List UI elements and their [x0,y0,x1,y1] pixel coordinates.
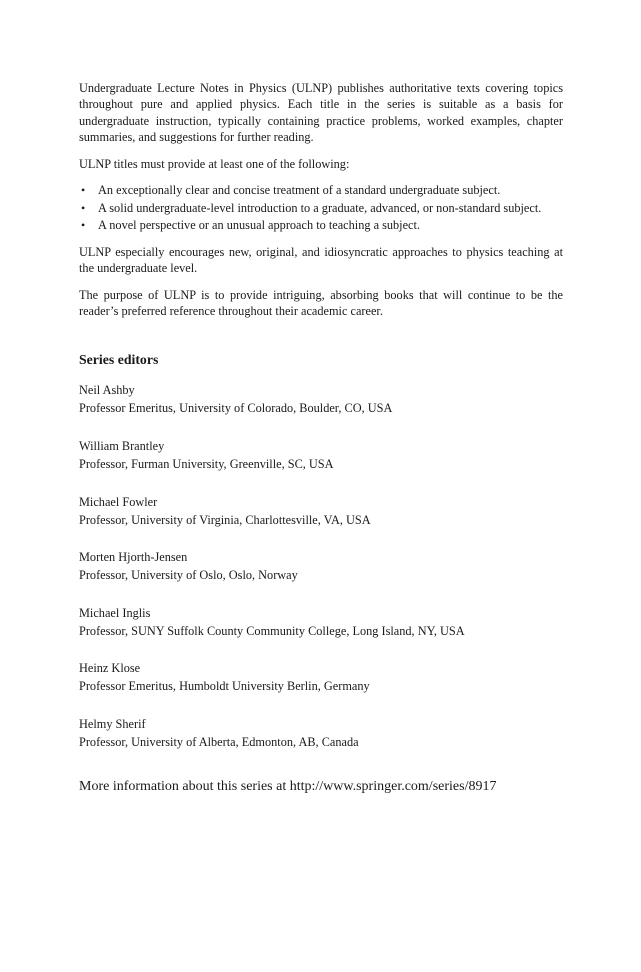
requirement-item [79,182,563,200]
editor-affiliation: Professor, University of Oslo, Oslo, Norway [79,568,298,583]
editor-name: Neil Ashby [79,383,135,398]
intro-paragraph-4: The purpose of ULNP is to provide intriguing, absorbing books that will continue to be the reader’s preferred reference throughout their academic career. [79,287,563,319]
editor-affiliation: Professor, SUNY Suffolk County Community College, Long Island, NY, USA [79,623,465,638]
intro-paragraph-2: ULNP titles must provide at least one of the following: [79,156,350,171]
editor-name: Michael Inglis [79,605,151,620]
editor-affiliation: Professor Emeritus, University of Colorado, Boulder, CO, USA [79,401,393,416]
requirement-text: A solid undergraduate-level introduction to a graduate, advanced, or non-standard subject. [98,200,542,215]
requirement-item [79,200,563,218]
requirement-text: An exceptionally clear and concise treatment of a standard undergraduate subject. [98,183,501,198]
editor-name: Morten Hjorth-Jensen [79,550,188,565]
editor-name: Michael Fowler [79,494,158,509]
editor-entry [79,437,563,473]
editor-name: Helmy Sherif [79,717,146,731]
requirement-item [79,217,563,235]
editor-entry [79,548,563,584]
requirement-text: A novel perspective or an unusual approach to teaching a subject. [98,218,421,233]
editor-name: William Brantley [79,439,165,454]
editor-entry [79,659,563,695]
editor-affiliation: Professor Emeritus, Humboldt University Berlin, Germany [79,679,370,694]
bullet-icon: • [81,218,86,233]
requirements-list [79,182,563,235]
editor-entry [79,715,563,751]
series-description-page [79,80,563,796]
editor-name: Heinz Klose [79,661,141,676]
more-info-text: More information about this series at http://www.springer.com/series/8917 [79,779,497,794]
editor-entry [79,604,563,640]
editor-affiliation: Professor, University of Alberta, Edmonton, AB, Canada [79,735,359,749]
intro-paragraph-3: ULNP especially encourages new, original, and idiosyncratic approaches to physics teaching at the undergraduate level. [79,244,563,276]
editor-affiliation: Professor, University of Virginia, Charlottesville, VA, USA [79,512,371,527]
editor-entry [79,493,563,529]
intro-paragraph-1: Undergraduate Lecture Notes in Physics (ULNP) publishes authoritative texts covering topics throughout pure and applied physics. Each title in the series is suitable as a basis for undergraduate instruction, typically containing practice problems, worked examples, chapter summaries, and suggestions for further reading. [79,81,563,145]
bullet-icon: • [81,200,86,215]
editor-entry [79,381,563,417]
editor-affiliation: Professor, Furman University, Greenville, SC, USA [79,457,334,472]
series-editors-heading: Series editors [79,352,159,368]
bullet-icon: • [81,183,86,198]
